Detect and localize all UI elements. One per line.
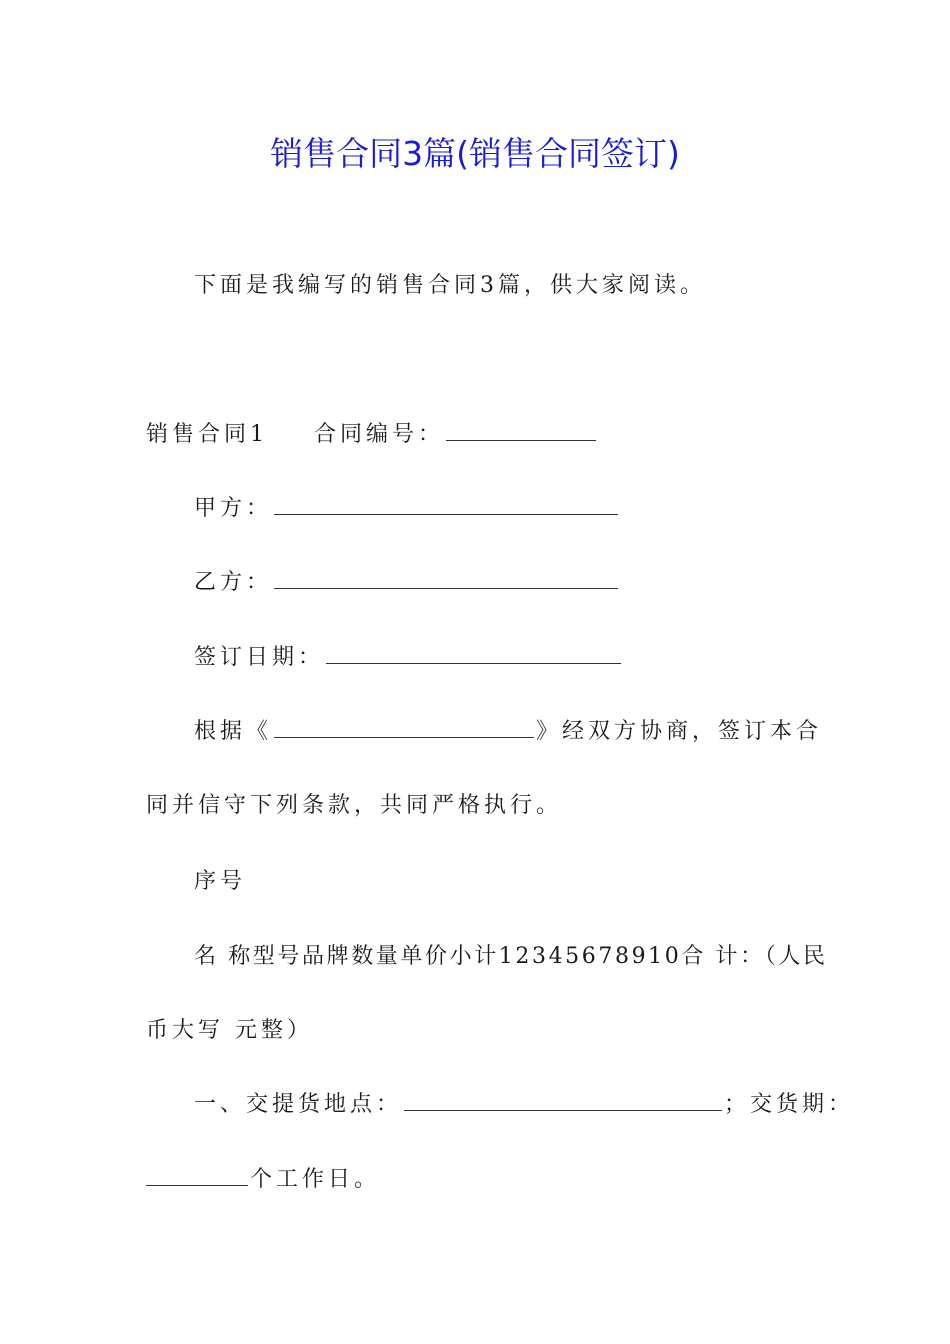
intro-paragraph: 下面是我编写的销售合同3篇，供大家阅读。	[194, 273, 706, 298]
party-a-label: 甲方：	[194, 496, 273, 521]
delivery-line	[194, 1085, 854, 1125]
basis-suffix: 》经双方协商，签订本合	[536, 719, 823, 744]
workdays-line	[146, 1160, 380, 1200]
workdays-suffix: 个工作日。	[250, 1167, 381, 1192]
basis-prefix: 根据《	[194, 719, 273, 744]
sequence-label: 序号	[194, 869, 247, 894]
document-title: 销售合同3篇(销售合同签订)	[270, 134, 680, 173]
contract-header-line	[146, 415, 598, 455]
workdays-blank	[146, 1163, 248, 1186]
sign-date-line	[194, 638, 623, 678]
party-b-label: 乙方：	[194, 570, 273, 595]
party-b-blank	[274, 566, 618, 589]
contract-number-label: 合同编号：	[314, 422, 445, 447]
contract-1-label: 销售合同1	[146, 422, 268, 447]
delivery-location-blank	[404, 1088, 722, 1111]
party-a-line	[194, 489, 620, 529]
contract-number-blank	[446, 418, 596, 441]
basis-blank	[274, 715, 534, 738]
table-header-continuation: 币大写 元整）	[146, 1018, 313, 1043]
basis-continuation: 同并信守下列条款，共同严格执行。	[146, 793, 563, 818]
sign-date-blank	[326, 641, 621, 664]
sign-date-label: 签订日期：	[194, 645, 325, 670]
delivery-location-label: 一、交提货地点：	[194, 1092, 403, 1117]
party-a-blank	[274, 492, 618, 515]
party-b-line	[194, 563, 620, 603]
delivery-period-label: ；交货期：	[724, 1092, 855, 1117]
basis-line	[194, 712, 822, 752]
table-header-line: 名 称型号品牌数量单价小计12345678910合 计：（人民	[194, 944, 828, 969]
